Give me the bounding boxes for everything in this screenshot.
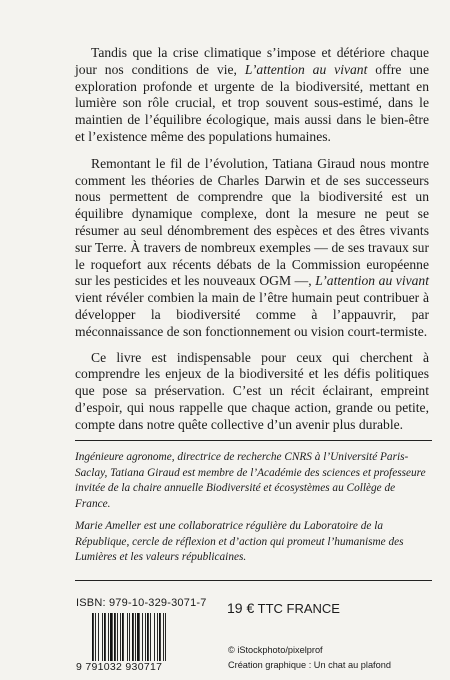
text: offre une exploration profonde et urgente de la biodiversité, mettant en lumière son rôle crucial, et trop souvent sous-estimé, dans le maintien de l’équilibre écologique, mais aussi dans le bien-être et l’existence même des populations humaines. [75,61,429,144]
author-bios [75,450,433,573]
price [227,600,340,616]
blurb-paragraph-1 [75,45,429,146]
price-amount: 19 € [227,600,255,616]
author-bio-ameller: Marie Ameller est une collaboratrice régulière du Laboratoire de la République, cercle de réflexion et d’action qui promeut l’humanisme des Lumières et les valeurs républicaines. [75,520,404,563]
divider [75,440,432,441]
design-credit: Création graphique : Un chat au plafond [228,660,391,670]
blurb [75,45,429,443]
text: Tandis que la crise climatique s’impose et détériore chaque jour nos conditions de vie, [75,45,429,77]
book-title: L’attention au vivant [244,61,368,77]
barcode [92,613,192,661]
text: Remontant le fil de l’évolution, Tatiana Giraud nous montre comment les théories de Charles Darwin et de ses successeurs nous permettent de comprendre que la biodiversité est un équilibre dynamique complexe, dont la mesure ne peut se résumer au seul dénombrement des espèces et des êtres vivants sur Terre. À travers de nombreux exemples — de ses travaux sur le roquefort aux récents débats de la Commission européenne sur les pesticides et les nouveaux OGM —, [75,155,429,289]
blurb-paragraph-2 [75,156,429,341]
credits [228,643,391,673]
price-label: TTC FRANCE [257,601,340,616]
isbn: ISBN: 979-10-329-3071-7 [76,597,207,609]
photo-credit: © iStockphoto/pixelprof [228,645,323,655]
text: vient révéler combien la main de l’être humain peut contribuer à développer la biodiversité comme à l’appauvrir, par méconnaissance de son fonctionnement ou vision court-termiste. [75,290,429,339]
barcode-digits: 9 791032 930717 [76,661,163,673]
divider [75,580,432,581]
author-bio-giraud: Ingénieure agronome, directrice de recherche CNRS à l’Université Paris-Saclay, Tatiana Giraud est membre de l’Académie des sciences et professeure invitée de la chaire annuelle Biodiversité et écosystèmes au Collège de France. [75,451,426,510]
book-title: L’attention au vivant [315,273,430,289]
blurb-paragraph-3: Ce livre est indispensable pour ceux qui cherchent à comprendre les enjeux de la biodiversité et les défis politiques que pose sa préservation. C’est un récit éclairant, empreint d’espoir, qui nous rappelle que chaque action, grande ou petite, compte dans notre quête collective d’un avenir plus durable. [75,349,429,432]
